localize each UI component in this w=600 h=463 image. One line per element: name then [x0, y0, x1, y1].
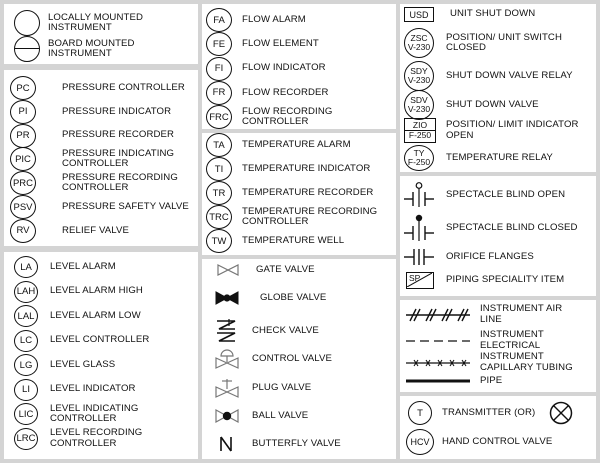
tag-bubble: FI	[206, 57, 232, 81]
tag-bubble: FRC	[206, 105, 232, 129]
level-row-lg	[14, 354, 190, 376]
hcv-bubble: HCV	[406, 429, 434, 455]
pressure-row-psv	[10, 195, 194, 219]
legend-label: LEVEL ALARM LOW	[50, 309, 141, 321]
legend-label: TEMPERATURE RECORDER	[242, 186, 374, 198]
legend-label: LEVEL INDICATING CONTROLLER	[50, 402, 139, 424]
panel-lines	[400, 300, 596, 392]
bubble-tag-bottom: V-230	[407, 42, 431, 52]
tag-bubble: PI	[10, 100, 36, 124]
legend-label: SHUT DOWN VALVE	[446, 98, 539, 110]
legend-row-spectacle-blind-closed	[404, 214, 578, 242]
legend-label: RELIEF VALVE	[62, 224, 129, 236]
legend-row-zio	[404, 118, 596, 143]
tag-bubble: PR	[10, 124, 36, 148]
sdy-bubble	[404, 61, 434, 91]
legend-label: TEMPERATURE RECORDING CONTROLLER	[242, 205, 378, 227]
panel-shutdown	[400, 4, 596, 172]
legend-row-sdv	[404, 90, 539, 120]
legend-row-locally-mounted	[14, 10, 158, 36]
bubble-tag-top: SDV	[410, 94, 428, 105]
tag-bubble: TI	[206, 157, 232, 181]
panel-temperature	[202, 133, 396, 255]
level-row-la	[14, 256, 190, 278]
legend-label: UNIT SHUT DOWN	[450, 8, 536, 20]
legend-label: LEVEL ALARM	[50, 260, 116, 272]
legend-row-check-valve	[214, 318, 319, 344]
legend-row-capillary	[406, 352, 590, 373]
bubble-tag-bottom: V-230	[407, 104, 431, 114]
panel-instrument-location	[4, 4, 198, 64]
legend-row-transmitter	[408, 401, 573, 425]
bubble-tag-top: SDY	[410, 65, 428, 76]
legend-label: LEVEL INDICATOR	[50, 383, 136, 395]
tag-bubble: LRC	[14, 428, 38, 450]
orifice-flanges-icon	[404, 248, 434, 266]
legend-label: TRANSMITTER (OR)	[442, 406, 536, 418]
legend-row-usd	[404, 7, 535, 22]
pressure-row-pic	[10, 147, 194, 171]
legend-row-piping-speciality	[406, 272, 564, 289]
tag-bubble: PSV	[10, 195, 36, 219]
pressure-row-rv	[10, 219, 194, 243]
tag-bubble: RV	[10, 219, 36, 243]
legend-row-control-valve	[214, 348, 332, 370]
tag-bubble: LIC	[14, 403, 38, 425]
legend-row-hcv	[406, 429, 552, 455]
legend-label: FLOW RECORDER	[242, 86, 329, 98]
legend-label: FLOW ALARM	[242, 13, 306, 25]
pressure-row-pi	[10, 100, 194, 124]
legend-label: TEMPERATURE WELL	[242, 234, 345, 246]
gate-valve-icon	[216, 263, 240, 277]
legend-row-butterfly-valve	[216, 435, 341, 453]
legend-label: PRESSURE RECORDING CONTROLLER	[62, 171, 178, 194]
zio-tag-box	[404, 118, 436, 143]
legend-label: INSTRUMENT AIR LINE	[480, 303, 563, 325]
pressure-row-prc	[10, 171, 194, 195]
sp-tag: SP	[409, 273, 421, 283]
bubble-tag-top: TY	[413, 148, 425, 158]
tag-bubble: LAH	[14, 281, 38, 303]
tag-bubble: LC	[14, 330, 38, 352]
temperature-row-ta	[206, 133, 392, 157]
usd-tag-box: USD	[404, 7, 434, 22]
instrument-air-line-icon	[406, 307, 470, 323]
level-row-lic	[14, 403, 190, 425]
ball-valve-icon	[214, 407, 240, 425]
temperature-row-ti	[206, 157, 392, 181]
legend-label: ORIFICE FLANGES	[446, 250, 534, 262]
tag-top: ZIO	[405, 121, 435, 132]
legend-label: PIPE	[480, 375, 503, 386]
legend-label: BOARD MOUNTED INSTRUMENT	[48, 37, 135, 59]
transmitter-bubble: T	[408, 401, 432, 425]
bubble-tag-top: ZSC	[410, 32, 428, 43]
legend-label: TEMPERATURE INDICATOR	[242, 162, 371, 174]
spectacle-blind-closed-icon	[404, 214, 434, 242]
spectacle-blind-open-icon	[404, 182, 434, 208]
legend-label: LEVEL CONTROLLER	[50, 334, 150, 346]
tag-bubble: PIC	[10, 147, 36, 171]
panel-level	[4, 252, 198, 459]
legend-row-plug-valve	[214, 377, 311, 399]
instrument-electrical-line-icon	[406, 336, 470, 346]
legend-label: FLOW INDICATOR	[242, 62, 326, 74]
legend-row-orifice-flanges	[404, 248, 534, 266]
legend-label: INSTRUMENT ELECTRICAL	[480, 329, 544, 351]
panel-piping-items	[400, 176, 596, 296]
tag-bottom: F-250	[408, 130, 432, 140]
tag-bubble: PRC	[10, 171, 36, 195]
legend-label: LOCALLY MOUNTED INSTRUMENT	[48, 11, 143, 33]
tag-bubble: FE	[206, 32, 232, 56]
legend-label: LEVEL RECORDING CONTROLLER	[50, 427, 143, 449]
tag-bubble: TR	[206, 181, 232, 205]
legend-label: GATE VALVE	[256, 263, 315, 275]
level-row-lc	[14, 330, 190, 352]
legend-label: TEMPERATURE RELAY	[446, 151, 553, 163]
legend-label: FLOW ELEMENT	[242, 38, 319, 50]
check-valve-icon	[214, 318, 238, 344]
legend-label: PRESSURE INDICATOR	[62, 105, 172, 117]
panel-flow	[202, 4, 396, 129]
legend-label: SPECTACLE BLIND OPEN	[446, 188, 566, 200]
panel-misc	[400, 396, 596, 459]
legend-label: PIPING SPECIALITY ITEM	[446, 274, 565, 286]
ty-bubble	[404, 145, 434, 171]
legend-label: LEVEL GLASS	[50, 358, 116, 370]
pressure-row-pr	[10, 124, 194, 148]
tag-bubble: TW	[206, 229, 232, 253]
board-mounted-circle-icon	[14, 36, 40, 62]
temperature-row-tr	[206, 181, 392, 205]
legend-label: TEMPERATURE ALARM	[242, 138, 351, 150]
bubble-tag-bottom: V-230	[407, 75, 431, 85]
transmitter-alt-x-circle-icon	[549, 401, 573, 425]
legend-label: INSTRUMENT CAPILLARY TUBING	[480, 351, 573, 373]
legend-label: SHUT DOWN VALVE RELAY	[446, 69, 573, 81]
panel-valves	[202, 259, 396, 459]
globe-valve-icon	[214, 290, 240, 306]
legend-label: PRESSURE SAFETY VALVE	[62, 200, 189, 212]
temperature-row-tw	[206, 229, 392, 253]
legend-label: SPECTACLE BLIND CLOSED	[446, 221, 578, 233]
legend-label: PRESSURE CONTROLLER	[62, 81, 185, 93]
temperature-row-trc	[206, 205, 392, 229]
bubble-tag-bottom: F-250	[407, 157, 431, 167]
legend-label: POSITION/ UNIT SWITCH CLOSED	[446, 31, 562, 53]
legend-row-board-mounted	[14, 36, 158, 62]
legend-label: POSITION/ LIMIT INDICATOR OPEN	[446, 119, 579, 141]
flow-row-fr	[206, 81, 392, 105]
flow-row-fi	[206, 57, 392, 81]
pressure-row-pc	[10, 76, 194, 100]
tag-bubble: LA	[14, 256, 38, 278]
legend-row-instrument-air	[406, 304, 580, 325]
plug-valve-icon	[214, 377, 240, 399]
legend-label: PRESSURE INDICATING CONTROLLER	[62, 147, 175, 170]
legend-row-sdy	[404, 61, 573, 91]
tag-bubble: TRC	[206, 205, 232, 229]
level-row-li	[14, 379, 190, 401]
tag-bubble: FR	[206, 81, 232, 105]
legend-label: CONTROL VALVE	[252, 352, 333, 364]
legend-row-spectacle-blind-open	[404, 182, 565, 208]
legend-row-pipe	[406, 376, 502, 387]
sdv-bubble	[404, 90, 434, 120]
legend-row-gate-valve	[216, 263, 315, 277]
zsc-bubble	[404, 28, 434, 58]
legend-row-ty	[404, 145, 553, 171]
tag-bubble: LAL	[14, 305, 38, 327]
locally-mounted-circle-icon	[14, 10, 40, 36]
legend-row-globe-valve	[214, 290, 326, 306]
legend-label: BUTTERFLY VALVE	[252, 437, 341, 449]
tag-bubble: FA	[206, 8, 232, 32]
flow-row-fa	[206, 8, 392, 32]
level-row-lrc	[14, 428, 190, 450]
panel-pressure	[4, 70, 198, 246]
capillary-tubing-line-icon	[406, 358, 470, 368]
level-row-lal	[14, 305, 190, 327]
tag-bubble: TA	[206, 133, 232, 157]
butterfly-valve-icon	[216, 435, 238, 453]
tag-bubble: PC	[10, 76, 36, 100]
legend-label: FLOW RECORDING CONTROLLER	[242, 105, 333, 128]
legend-row-zsc	[404, 28, 586, 58]
control-valve-icon	[214, 348, 240, 370]
piping-speciality-tag-box	[406, 272, 434, 289]
legend-label: HAND CONTROL VALVE	[442, 435, 553, 447]
legend-label: CHECK VALVE	[252, 324, 319, 336]
legend-label: BALL VALVE	[252, 409, 309, 421]
flow-row-fe	[206, 32, 392, 56]
tag-bubble: LG	[14, 354, 38, 376]
legend-label: PLUG VALVE	[252, 381, 312, 393]
tag-bubble: LI	[14, 379, 38, 401]
legend-label: PRESSURE RECORDER	[62, 129, 175, 141]
flow-row-frc	[206, 105, 392, 129]
pipe-line-icon	[406, 377, 470, 385]
legend-row-ball-valve	[214, 407, 308, 425]
legend-row-instrument-electrical	[406, 330, 580, 351]
legend-label: GLOBE VALVE	[260, 291, 327, 303]
legend-label: LEVEL ALARM HIGH	[50, 285, 143, 297]
level-row-lah	[14, 281, 190, 303]
